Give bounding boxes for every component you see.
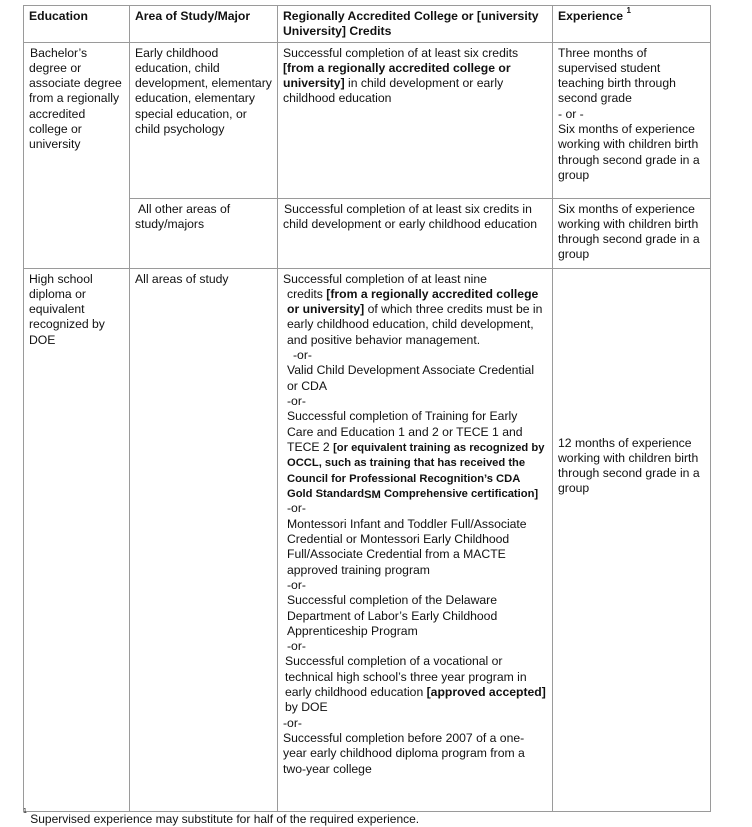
education-cell-highschool: High school diploma or equivalent recognized by DOE — [24, 268, 130, 811]
vocational-bracket-text: [approved accepted] — [426, 685, 546, 700]
header-area-of-study: Area of Study/Major — [130, 6, 278, 43]
experience-cell-ece: Three months of supervised student teaching birth through second grade - or - Six months of experience working with children birth through second grade in a group — [553, 42, 711, 198]
experience-cell-other: Six months of experience working with children birth through second grade in a group — [553, 198, 711, 268]
vocational-text: Successful completion of a vocational or technical high school’s three year program in early childhood education — [285, 654, 527, 700]
vocational-text-end: by DOE — [285, 700, 328, 715]
credits-bracket-text: [from a regionally accredited college or university] — [287, 286, 539, 317]
header-credits: Regionally Accredited College or [university University] Credits — [278, 6, 553, 43]
header-education: Education — [24, 6, 130, 43]
credits-option-college — [283, 287, 547, 348]
table-row — [24, 42, 711, 198]
or-separator: -or- — [287, 639, 306, 654]
credits-option-apprenticeship: Successful completion of the Delaware Department of Labor’s Early Childhood Apprenticeship Program — [287, 593, 498, 638]
credits-text-end: in child development or early childhood education — [283, 76, 504, 106]
or-separator: -or- — [287, 501, 306, 516]
experience-highschool-text: 12 months of experience working with children birth through second grade in a group — [558, 435, 700, 496]
credits-text: credits — [287, 286, 327, 301]
area-other-text: All other areas of study/majors — [135, 201, 231, 231]
or-separator: -or- — [287, 393, 306, 408]
area-cell-other — [130, 198, 278, 268]
credits-option-montessori: Montessori Infant and Toddler Full/Associate Credential or Montessori Early Childhood Full/Associate Credential from a MACTE approved training program — [287, 516, 527, 577]
requirements-table — [23, 5, 711, 812]
footnote-text: Supervised experience may substitute for half of the required experience. — [26, 812, 420, 826]
or-separator: -or- — [293, 348, 312, 363]
experience-cell-highschool — [553, 268, 711, 811]
footnote-marker: 1 — [626, 6, 631, 15]
credits-text-end: of which three credits must be in early childhood education, child development, and positive behavior management. — [287, 302, 543, 347]
credits-option-vocational — [283, 654, 547, 715]
credits-cell-highschool — [278, 268, 553, 811]
credits-other-text: Successful completion of at least six credits in child development or early childhood education — [283, 201, 538, 231]
or-separator: -or- — [287, 577, 306, 592]
header-experience — [553, 6, 711, 43]
area-cell-all: All areas of study — [130, 268, 278, 811]
credits-option-tece — [283, 409, 547, 501]
tece-bracket-text: [or equivalent training as recognized by OCCL, such as training that has received the Council for Professional Recognition’s CDA Gold Standard — [287, 441, 545, 501]
credits-bracket-text: [from a regionally accredited college or university] — [283, 60, 511, 91]
credits-option-diploma: Successful completion before 2007 of a one-year early childhood diploma program from a two-year college — [283, 730, 525, 776]
service-mark: SM — [364, 489, 381, 502]
tece-bracket-end: Comprehensive certification] — [380, 488, 539, 501]
credits-option-cda: Valid Child Development Associate Credential or CDA — [287, 363, 535, 393]
footnote-number: 1 — [23, 808, 27, 815]
header-experience-label: Experience — [558, 9, 624, 23]
credits-cell-ece — [278, 42, 553, 198]
table-row — [24, 268, 711, 811]
credits-text: Successful completion of at least six credits — [283, 45, 519, 60]
tece-text: Successful completion of Training for Early Care and Education 1 and 2 or TECE 1 and TECE 2 — [287, 409, 523, 454]
area-cell-ece: Early childhood education, child development, elementary education, elementary special education, or child psychology — [130, 42, 278, 198]
education-degree-text: Bachelor’s degree or associate degree from a regionally accredited college or university — [29, 45, 122, 152]
or-separator: -or- — [283, 715, 302, 730]
header-row — [24, 6, 711, 43]
credits-line: Successful completion of at least nine — [283, 271, 487, 286]
education-cell-degree — [24, 42, 130, 268]
credits-cell-other — [278, 198, 553, 268]
